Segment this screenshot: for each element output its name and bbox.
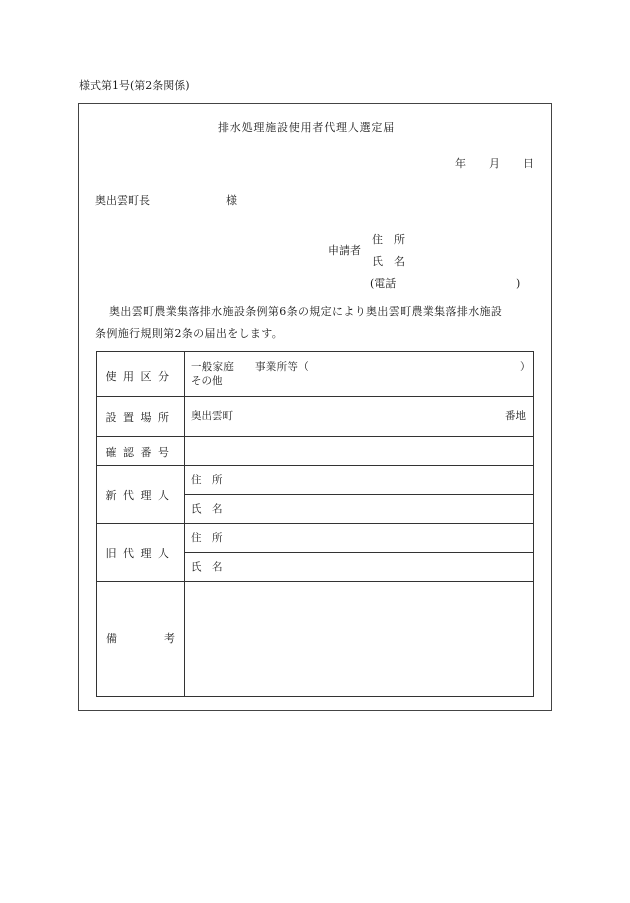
table-row-divider [97, 581, 533, 582]
new-agent-label: 新代理人 [105, 489, 176, 502]
confirmation-number-label: 確認番号 [105, 446, 176, 459]
table-subrow-divider [184, 494, 533, 495]
body-text-line2: 条例施行規則第2条の届出をします。 [95, 327, 284, 340]
old-agent-address-label: 住 所 [191, 532, 223, 544]
details-table [96, 351, 534, 697]
table-subrow-divider [184, 552, 533, 553]
form-number: 様式第1号(第2条関係) [79, 79, 190, 92]
remarks-label-left: 備 [106, 632, 117, 645]
new-agent-name-label: 氏 名 [191, 503, 223, 515]
install-location-town: 奥出雲町 [191, 410, 233, 422]
applicant-phone-open: (電話 [370, 277, 397, 290]
usage-option-household[interactable]: 一般家庭 [191, 361, 235, 373]
applicant-name-label: 氏 名 [372, 255, 405, 268]
usage-category-label: 使用区分 [105, 370, 176, 383]
usage-option-business[interactable]: 事業所等（ [255, 361, 309, 373]
applicant-label: 申請者 [328, 244, 361, 257]
date-day-label: 日 [523, 157, 534, 170]
usage-option-other[interactable]: その他 [191, 375, 223, 387]
applicant-address-label: 住 所 [372, 233, 405, 246]
addressee-honorific: 様 [226, 194, 237, 207]
body-text-line1: 奥出雲町農業集落排水施設条例第6条の規定により奥出雲町農業集落排水施設 [109, 305, 503, 318]
old-agent-label: 旧代理人 [105, 547, 176, 560]
addressee-name: 奥出雲町長 [95, 194, 150, 207]
table-row-divider [97, 436, 533, 437]
install-location-label: 設置場所 [105, 411, 176, 424]
date-month-label: 月 [489, 157, 500, 170]
usage-option-business-close: ） [520, 361, 531, 373]
applicant-phone-close: ) [516, 277, 521, 290]
date-year-label: 年 [455, 157, 466, 170]
table-column-divider [184, 352, 185, 696]
table-row-divider [97, 465, 533, 466]
install-location-lot-suffix: 番地 [505, 410, 526, 422]
form-title: 排水処理施設使用者代理人選定届 [218, 121, 395, 134]
table-row-divider [97, 523, 533, 524]
table-row-divider [97, 396, 533, 397]
new-agent-address-label: 住 所 [191, 474, 223, 486]
old-agent-name-label: 氏 名 [191, 561, 223, 573]
remarks-label-right: 考 [164, 632, 175, 645]
